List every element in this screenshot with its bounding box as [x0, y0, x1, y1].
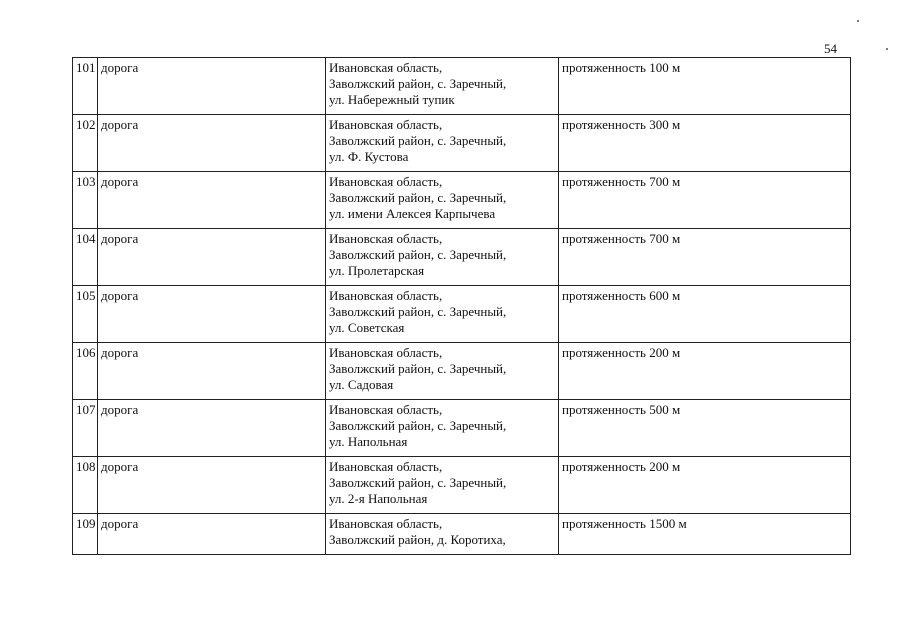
address-line: Ивановская область,	[329, 402, 443, 417]
address-line: Ивановская область,	[329, 231, 443, 246]
scan-speck	[886, 48, 888, 50]
address-line: Заволжский район, д. Коротиха,	[329, 532, 506, 547]
row-number-cell: 107	[73, 400, 98, 457]
characteristic-cell: протяженность 100 м	[559, 58, 851, 115]
object-type-cell: дорога	[98, 400, 326, 457]
address-line: ул. 2-я Напольная	[329, 491, 428, 506]
row-number-cell: 105	[73, 286, 98, 343]
table-row	[73, 514, 851, 555]
row-number-cell: 109	[73, 514, 98, 555]
characteristic-cell: протяженность 1500 м	[559, 514, 851, 555]
characteristic-cell: протяженность 200 м	[559, 343, 851, 400]
address-line: ул. Набережный тупик	[329, 92, 455, 107]
address-line: ул. имени Алексея Карпычева	[329, 206, 496, 221]
address-line: ул. Напольная	[329, 434, 408, 449]
address-cell	[326, 400, 559, 457]
object-type-cell: дорога	[98, 172, 326, 229]
object-type-cell: дорога	[98, 58, 326, 115]
object-type-cell: дорога	[98, 115, 326, 172]
address-line: ул. Садовая	[329, 377, 394, 392]
characteristic-cell: протяженность 700 м	[559, 229, 851, 286]
address-line: Ивановская область,	[329, 288, 443, 303]
row-number-cell: 106	[73, 343, 98, 400]
address-cell	[326, 343, 559, 400]
table-row	[73, 172, 851, 229]
table-row	[73, 457, 851, 514]
row-number-cell: 103	[73, 172, 98, 229]
address-line: ул. Ф. Кустова	[329, 149, 409, 164]
address-cell	[326, 514, 559, 555]
address-line: Ивановская область,	[329, 174, 443, 189]
characteristic-cell: протяженность 200 м	[559, 457, 851, 514]
address-line: Заволжский район, с. Заречный,	[329, 475, 507, 490]
address-line: Заволжский район, с. Заречный,	[329, 361, 507, 376]
address-cell	[326, 457, 559, 514]
address-line: ул. Советская	[329, 320, 405, 335]
address-cell	[326, 58, 559, 115]
address-line: Заволжский район, с. Заречный,	[329, 247, 507, 262]
row-number-cell: 102	[73, 115, 98, 172]
address-line: Ивановская область,	[329, 345, 443, 360]
table-row	[73, 400, 851, 457]
object-type-cell: дорога	[98, 457, 326, 514]
address-line: Заволжский район, с. Заречный,	[329, 190, 507, 205]
row-number-cell: 104	[73, 229, 98, 286]
object-type-cell: дорога	[98, 286, 326, 343]
address-line: Ивановская область,	[329, 516, 443, 531]
address-line: Заволжский район, с. Заречный,	[329, 76, 507, 91]
property-registry-table	[72, 57, 851, 555]
characteristic-cell: протяженность 300 м	[559, 115, 851, 172]
address-cell	[326, 172, 559, 229]
table-row	[73, 115, 851, 172]
scan-speck	[857, 20, 859, 22]
page-number: 54	[824, 41, 837, 56]
address-cell	[326, 115, 559, 172]
table-row	[73, 229, 851, 286]
address-line: ул. Пролетарская	[329, 263, 425, 278]
table-row	[73, 286, 851, 343]
address-line: Заволжский район, с. Заречный,	[329, 304, 507, 319]
characteristic-cell: протяженность 500 м	[559, 400, 851, 457]
address-cell	[326, 229, 559, 286]
address-line: Заволжский район, с. Заречный,	[329, 133, 507, 148]
address-cell	[326, 286, 559, 343]
table-row	[73, 343, 851, 400]
address-line: Ивановская область,	[329, 459, 443, 474]
characteristic-cell: протяженность 600 м	[559, 286, 851, 343]
row-number-cell: 101	[73, 58, 98, 115]
object-type-cell: дорога	[98, 514, 326, 555]
object-type-cell: дорога	[98, 229, 326, 286]
characteristic-cell: протяженность 700 м	[559, 172, 851, 229]
table-row	[73, 58, 851, 115]
address-line: Заволжский район, с. Заречный,	[329, 418, 507, 433]
object-type-cell: дорога	[98, 343, 326, 400]
address-line: Ивановская область,	[329, 60, 443, 75]
row-number-cell: 108	[73, 457, 98, 514]
address-line: Ивановская область,	[329, 117, 443, 132]
